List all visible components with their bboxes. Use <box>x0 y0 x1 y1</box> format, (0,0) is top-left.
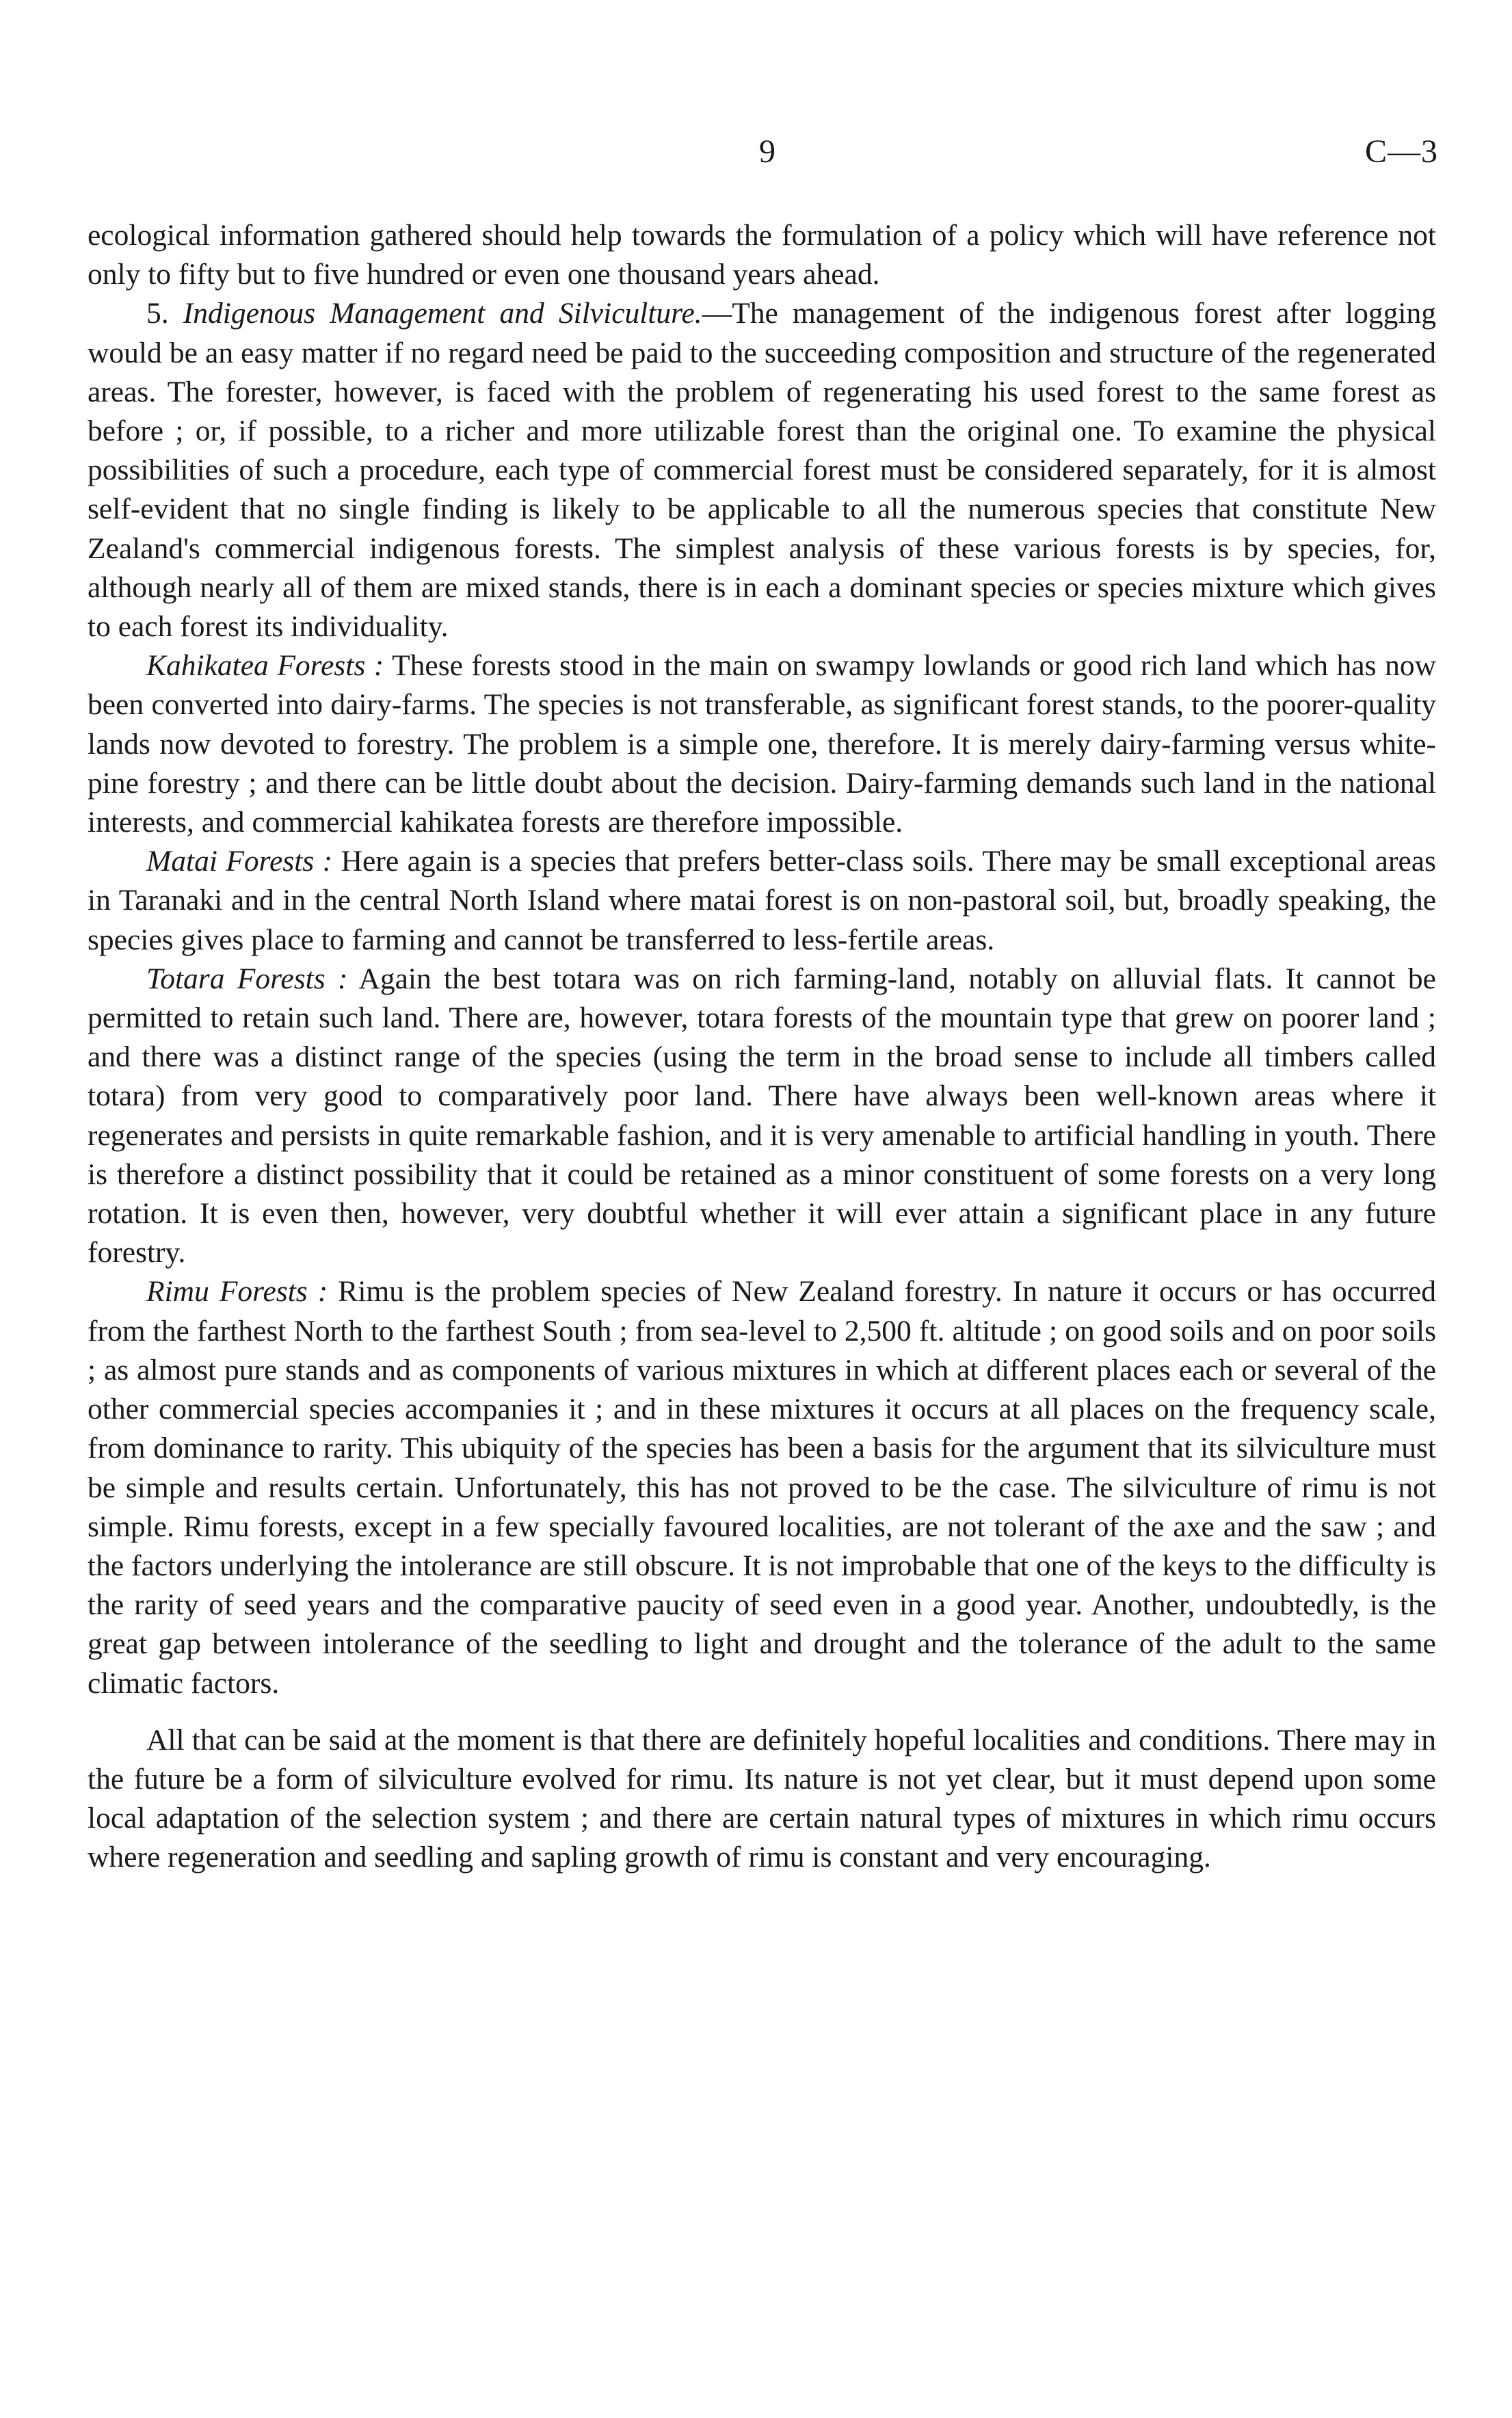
kahikatea-text: These forests stood in the main on swampy lowlands or good rich land which has now been converted into dairy-farms. The species is not transferable, as significant forest stands, to the poorer-quality lands now devoted to forestry. The problem is a simple one, therefore. It is merely dairy-farming versus white-pine forestry ; and there can be little doubt about the decision. Dairy-farming demands such land in the national interests, and commercial kahikatea forests are therefore impossible. <box>88 649 1437 839</box>
totara-title: Totara Forests : <box>146 962 348 995</box>
paragraph-matai <box>88 842 1436 960</box>
section-5-title: Indigenous Management and Silviculture. <box>183 297 702 330</box>
paragraph-rimu <box>88 1272 1436 1703</box>
section-5-text: —The management of the indigenous forest after logging would be an easy matter if no regard need be paid to the succeeding composition and structure of the regenerated areas. The forester, however, is faced with the problem of regenerating his used forest to the same forest as before ; or, if possible, to a richer and more utilizable forest than the original one. To examine the physical possibilities of such a procedure, each type of commercial forest must be considered separately, for it is almost self-evident that no single finding is likely to be applicable to all the numerous species that constitute New Zealand's commercial indigenous forests. The simplest analysis of these various forests is by species, for, although nearly all of them are mixed stands, there is in each a dominant species or species mixture which gives to each forest its individuality. <box>88 297 1437 644</box>
paragraph-intro <box>88 216 1436 294</box>
paragraph-section-5 <box>88 294 1436 646</box>
matai-title: Matai Forests : <box>146 845 333 878</box>
rimu-title: Rimu Forests : <box>146 1275 328 1309</box>
section-5-number: 5. <box>146 297 169 330</box>
paragraph-closing-text: All that can be said at the moment is that there are definitely hopeful localities and conditions. There may in the future be a form of silviculture evolved for rimu. Its nature is not yet clear, but it must depend upon some local adaptation of the selection system ; and there are certain natural types of mixtures in which rimu occurs where regeneration and seedling and sapling growth of rimu is constant and very encouraging. <box>88 1723 1436 1874</box>
paragraph-totara <box>88 960 1436 1273</box>
page-header <box>0 131 1512 172</box>
document-reference: C—3 <box>1364 133 1438 170</box>
kahikatea-title: Kahikatea Forests : <box>146 649 384 683</box>
matai-text: Here again is a species that prefers better-class soils. There may be small exceptional areas in Taranaki and in the central North Island where matai forest is on non-pastoral soil, but, broadly speaking, the species gives place to farming and cannot be transferred to less-fertile areas. <box>88 845 1436 956</box>
body-text <box>88 216 1436 1878</box>
paragraph-kahikatea <box>88 646 1436 842</box>
totara-text: Again the best totara was on rich farming-land, notably on alluvial flats. It cannot be permitted to retain such land. There are, however, totara forests of the mountain type that grew on poorer land ; and there was a distinct range of the species (using the term in the broad sense to include all timbers called totara) from very good to comparatively poor land. There have always been well-known areas where it regenerates and persists in quite remarkable fashion, and it is very amenable to artificial handling in youth. There is therefore a distinct possibility that it could be retained as a minor constituent of some forests on a very long rotation. It is even then, however, very doubtful whether it will ever attain a significant place in any future forestry. <box>88 962 1436 1270</box>
paragraph-closing <box>88 1721 1436 1878</box>
page-number: 9 <box>759 133 775 170</box>
rimu-text: Rimu is the problem species of New Zealand forestry. In nature it occurs or has occurred from the farthest North to the farthest South ; from sea-level to 2,500 ft. altitude ; on good soils and on poor soils ; as almost pure stands and as components of various mixtures in which at different places each or several of the other commercial species accompanies it ; and in these mixtures it occurs at all places on the frequency scale, from dominance to rarity. This ubiquity of the species has been a basis for the argument that its silviculture must be simple and results certain. Unfortunately, this has not proved to be the case. The silviculture of rimu is not simple. Rimu forests, except in a few specially favoured localities, are not tolerant of the axe and the saw ; and the factors underlying the intolerance are still obscure. It is not improbable that one of the keys to the difficulty is the rarity of seed years and the comparative paucity of seed even in a good year. Another, undoubtedly, is the great gap between intolerance of the seedling to light and drought and the tolerance of the adult to the same climatic factors. <box>88 1275 1436 1700</box>
paragraph-intro-text: ecological information gathered should help towards the formulation of a policy which will have reference not only to fifty but to five hundred or even one thousand years ahead. <box>88 219 1436 291</box>
